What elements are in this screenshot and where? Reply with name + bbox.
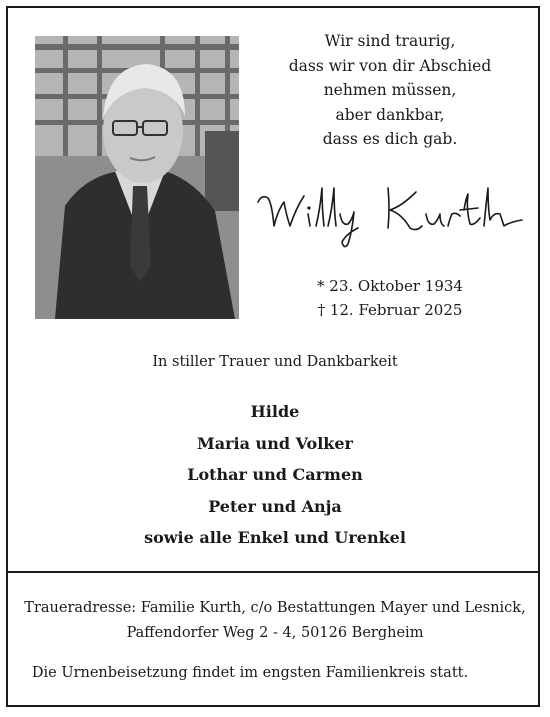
section-divider bbox=[8, 571, 538, 573]
portrait-photo bbox=[35, 36, 239, 319]
portrait-image bbox=[35, 36, 239, 319]
quote-line: Wir sind traurig, bbox=[324, 32, 456, 50]
quote-line: dass es dich gab. bbox=[322, 130, 458, 148]
address-line: Traueradresse: Familie Kurth, c/o Bestattungen Mayer und Lesnick, bbox=[24, 600, 526, 616]
life-dates bbox=[300, 274, 480, 322]
mourning-address bbox=[0, 596, 550, 645]
mourner-name: Peter und Anja bbox=[208, 496, 342, 516]
mourner-name: Hilde bbox=[250, 402, 300, 421]
signature-name bbox=[252, 180, 532, 250]
quote-line: nehmen müssen, bbox=[323, 81, 457, 99]
mourner-name: Lothar und Carmen bbox=[187, 465, 363, 484]
mourner-name: sowie alle Enkel und Urenkel bbox=[144, 528, 406, 547]
mourner-list bbox=[0, 396, 550, 554]
quote-line: aber dankbar, bbox=[335, 105, 445, 124]
address-line: Paffendorfer Weg 2 - 4, 50126 Bergheim bbox=[126, 624, 424, 641]
quote-block bbox=[280, 29, 500, 152]
mourner-name: Maria und Volker bbox=[197, 433, 353, 453]
birth-date: * 23. Oktober 1934 bbox=[317, 277, 463, 295]
death-date: † 12. Februar 2025 bbox=[317, 301, 463, 319]
funeral-note: Die Urnenbeisetzung findet im engsten Familienkreis statt. bbox=[31, 665, 469, 681]
mourning-intro: In stiller Trauer und Dankbarkeit bbox=[152, 354, 398, 370]
quote-line: dass wir von dir Abschied bbox=[288, 56, 492, 75]
